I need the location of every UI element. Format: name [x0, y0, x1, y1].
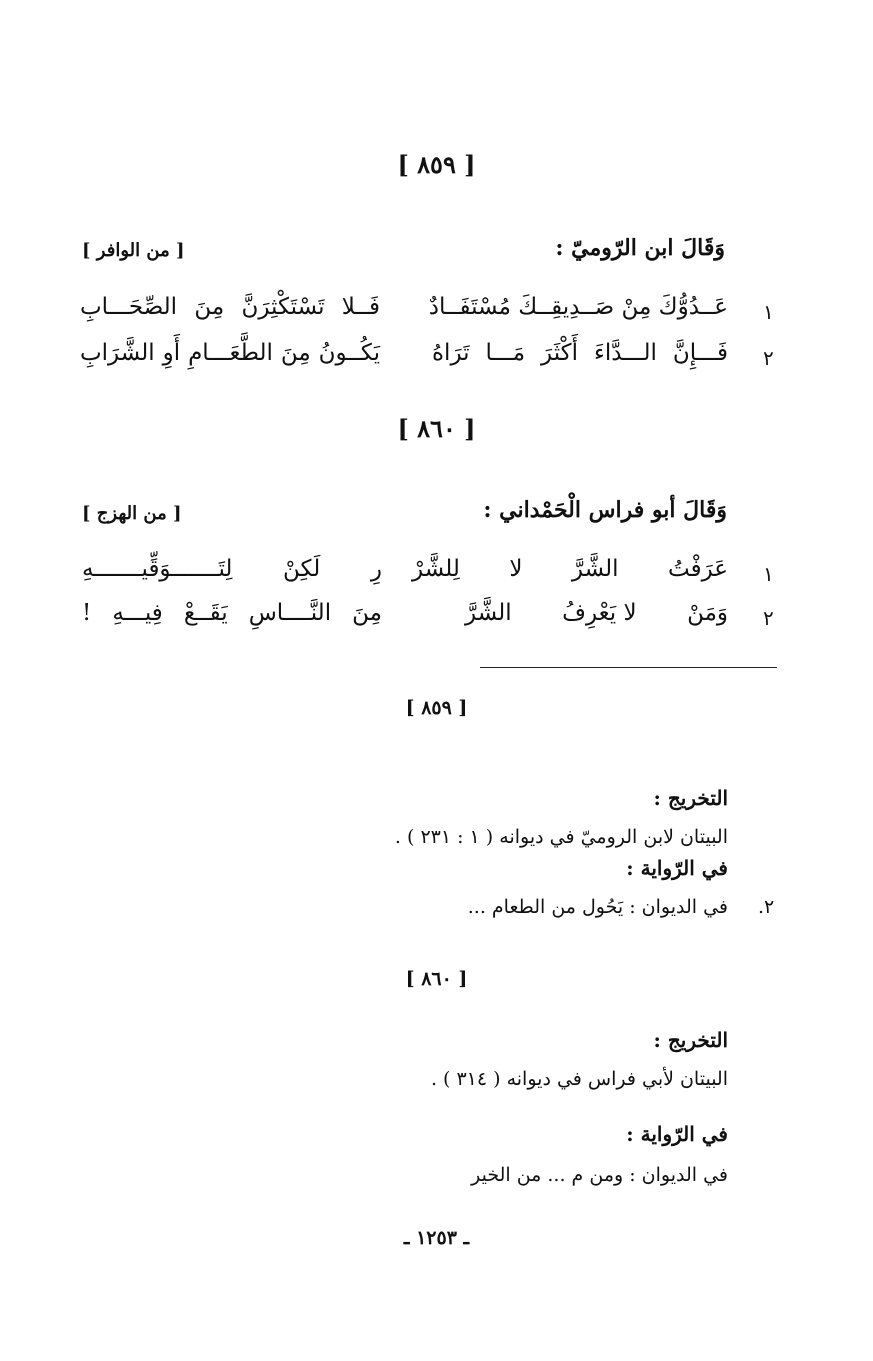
note-number-859: [ ٨٥٩ ] — [405, 697, 468, 719]
note-riwaya-text: في الديوان : ومن م ... من الخير — [471, 1164, 728, 1186]
verse-sadr: فَـــإِنَّ الـــدَّاءَ أَكْثَرَ مَـــا تَرَاهُ — [432, 340, 728, 366]
verse-number: ١ — [763, 300, 774, 324]
verse-sadr: عَــدُوُّكَ مِنْ صَــدِيقِــكَ مُسْتَفَــادٌ — [428, 294, 728, 320]
note-takhrij-text: البيتان لابن الروميّ في ديوانه ( ١ : ٢٣١ ) . — [394, 826, 728, 848]
verse-sadr — [412, 556, 728, 582]
verse-number: ١ — [763, 562, 774, 586]
poem-859-meter: [ من الوافر ] — [82, 240, 185, 261]
note-riwaya-heading: في الرّواية : — [626, 1122, 728, 1146]
note-riwaya-number: ٢. — [758, 896, 775, 918]
verse-number: ٢ — [763, 606, 774, 630]
verse-sadr — [465, 600, 728, 626]
note-takhrij-text: البيتان لأبي فراس في ديوانه ( ٣١٤ ) . — [430, 1068, 728, 1090]
verse-ajz: مِنَ النَّــــاسِ يَقَــعْ فِيـــهِ ! — [82, 600, 382, 626]
verse-number: ٢ — [763, 346, 774, 370]
verse-ajz: يَكُــونُ مِنَ الطَّعَـــامِ أَوِ الشَّرَابِ — [80, 340, 380, 366]
footnote-separator — [480, 667, 777, 668]
page-number: ـ ١٢٥٣ ـ — [403, 1227, 470, 1249]
verse-word: وَمَنْ — [687, 600, 728, 626]
note-takhrij-heading: التخريج : — [653, 1028, 728, 1052]
verse-word: لِلشَّرْ — [412, 556, 460, 582]
poem-number-860: [ ٨٦٠ ] — [397, 414, 476, 443]
note-riwaya-text: في الديوان : يَحُول من الطعام ... — [467, 896, 728, 918]
poem-number-859: [ ٨٥٩ ] — [397, 150, 476, 179]
verse-word: الشَّرَّ — [465, 600, 512, 626]
verse-word: عَرَفْتُ — [668, 556, 728, 582]
note-riwaya-heading: في الرّواية : — [626, 856, 728, 880]
verse-word: لا — [509, 556, 523, 582]
poem-860-meter: [ من الهزج ] — [82, 503, 182, 524]
verse-ajz: رِ لَكِنْ لِتَـــــــوَقِّيـــــــهِ — [82, 556, 382, 582]
note-number-860: [ ٨٦٠ ] — [405, 968, 468, 990]
verse-ajz: فَــلا تَسْتَكْثِرَنَّ مِنَ الصِّحَـــابِ — [80, 294, 380, 320]
verse-word: لا يَعْرِفُ — [562, 600, 637, 626]
verse-word: الشَّرَّ — [571, 556, 619, 582]
poem-860-intro: وَقَالَ أبو فراس الْحَمْداني : — [483, 497, 727, 523]
note-takhrij-heading: التخريج : — [653, 786, 728, 810]
poem-859-intro: وَقَالَ ابن الرّوميّ : — [555, 235, 725, 261]
